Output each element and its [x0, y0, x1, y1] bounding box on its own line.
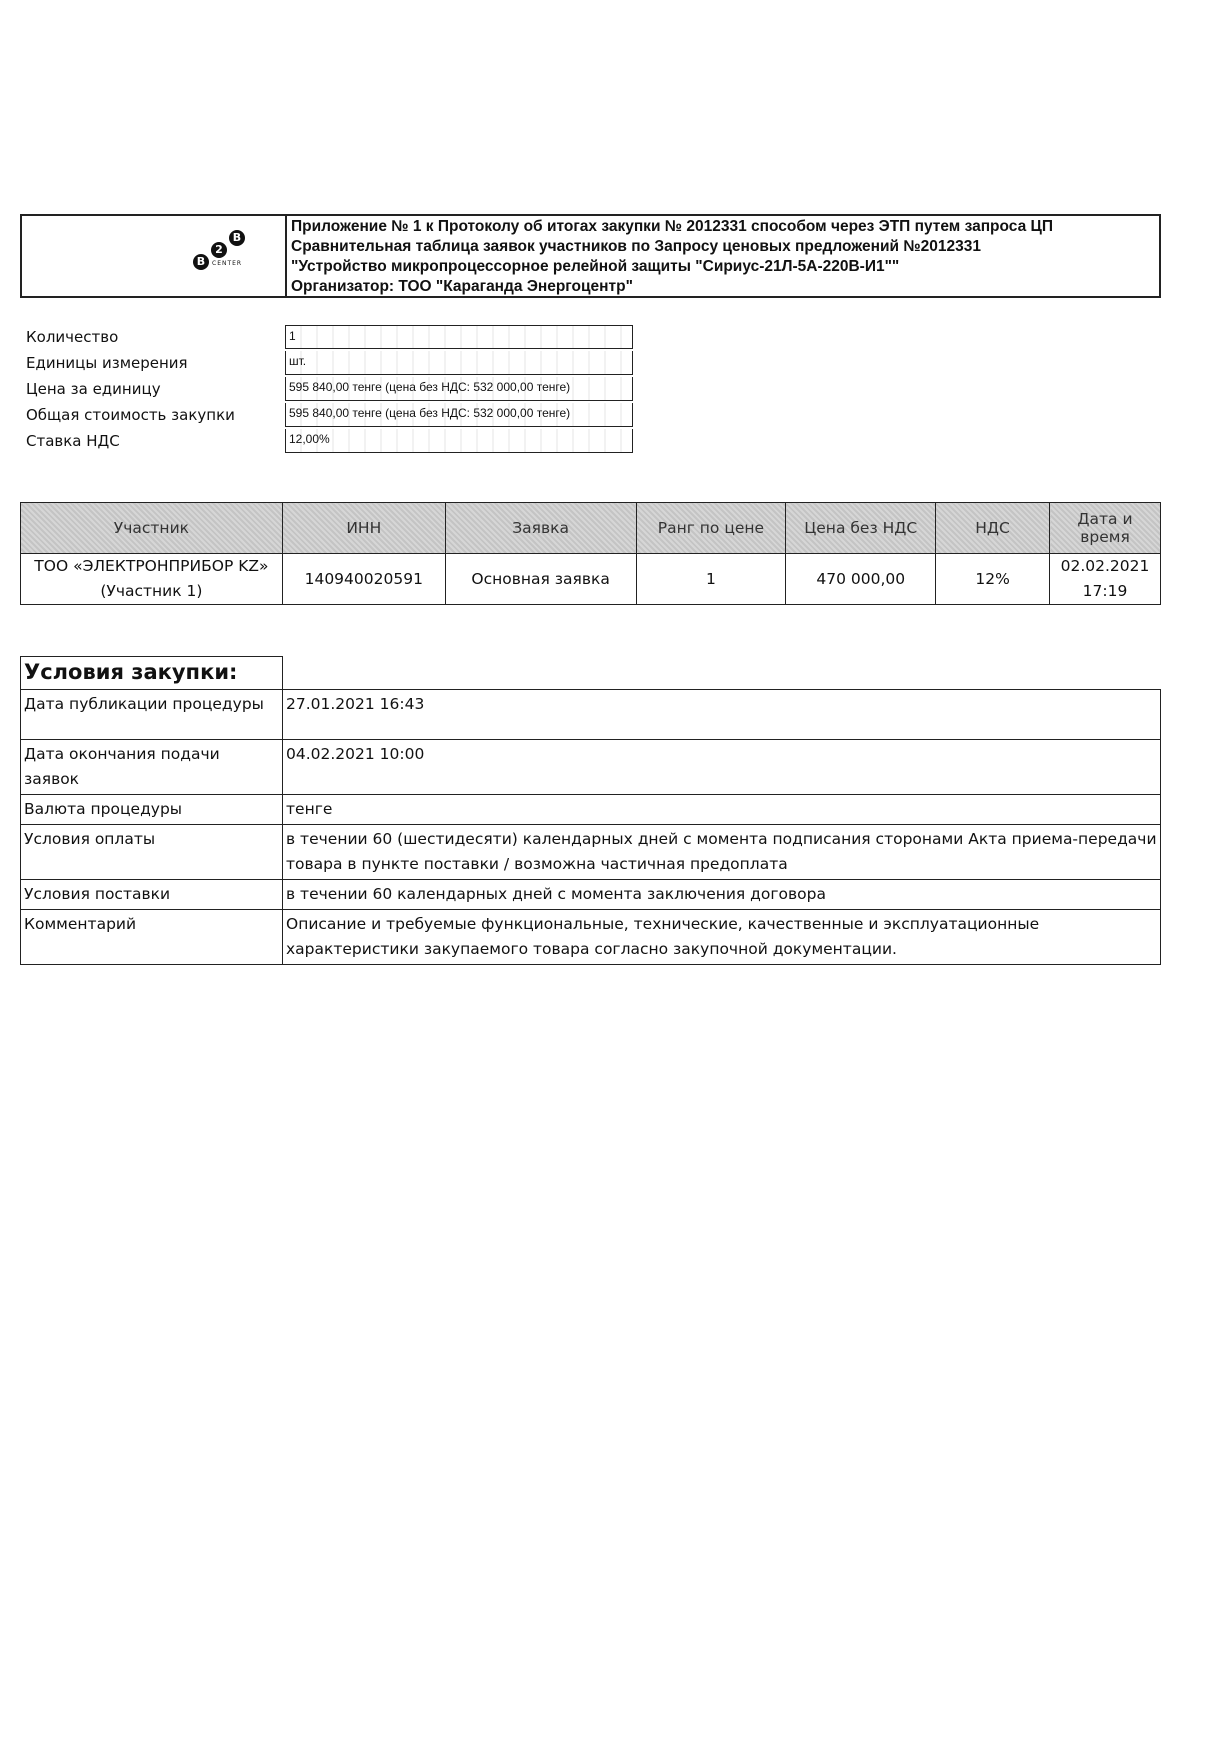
condition-label: Дата окончания подачи заявок	[21, 740, 283, 795]
header-line-table-title: Сравнительная таблица заявок участников по Запросу ценовых предложений №2012331	[291, 238, 981, 255]
table-row	[21, 825, 1161, 880]
column-header-vat: НДС	[936, 503, 1050, 554]
summary-value: 1	[285, 325, 633, 349]
participants-table	[20, 502, 1161, 605]
table-row	[21, 795, 1161, 825]
summary-row	[26, 324, 638, 350]
header-line-item: "Устройство микропроцессорное релейной защиты "Сириус-21Л-5А-220В-И1""	[291, 258, 900, 275]
logo-cell	[22, 216, 287, 296]
column-header-bid: Заявка	[445, 503, 636, 554]
condition-label: Комментарий	[21, 910, 283, 965]
bid-cell: Основная заявка	[445, 554, 636, 605]
logo-letter-2: 2	[211, 242, 227, 258]
condition-value: в течении 60 календарных дней с момента заключения договора	[283, 880, 1161, 910]
purchase-summary	[26, 324, 638, 454]
logo-letter-1: B	[193, 254, 209, 270]
column-header-participant: Участник	[21, 503, 283, 554]
condition-label: Валюта процедуры	[21, 795, 283, 825]
summary-label: Общая стоимость закупки	[26, 406, 235, 424]
summary-value: 12,00%	[285, 429, 633, 453]
summary-label: Ставка НДС	[26, 432, 120, 450]
table-row	[21, 910, 1161, 965]
condition-value: тенге	[283, 795, 1161, 825]
column-header-datetime: Дата и время	[1050, 503, 1161, 554]
summary-label: Цена за единицу	[26, 380, 161, 398]
header-title	[287, 216, 1159, 296]
header-line-organizer: Организатор: ТОО "Караганда Энергоцентр"	[291, 278, 633, 295]
condition-value: в течении 60 (шестидесяти) календарных дней с момента подписания сторонами Акта приема-передачи товара в пункте поставки / возможна частичная предоплата	[283, 825, 1161, 880]
table-row	[21, 690, 1161, 740]
column-header-price: Цена без НДС	[786, 503, 936, 554]
column-header-rank: Ранг по цене	[636, 503, 786, 554]
header-line-appendix: Приложение № 1 к Протоколу об итогах закупки № 2012331 способом через ЭТП путем запроса ЦП	[291, 218, 1053, 235]
logo-letter-3: B	[229, 230, 245, 246]
summary-row	[26, 428, 638, 454]
table-row	[21, 740, 1161, 795]
condition-label: Условия оплаты	[21, 825, 283, 880]
rank-cell: 1	[636, 554, 786, 605]
condition-label: Условия поставки	[21, 880, 283, 910]
conditions-title: Условия закупки:	[21, 657, 283, 690]
price-cell: 470 000,00	[786, 554, 936, 605]
conditions-caption-row	[21, 657, 1161, 690]
summary-row	[26, 402, 638, 428]
condition-value: Описание и требуемые функциональные, технические, качественные и эксплуатационные характеристики закупаемого товара согласно закупочной документации.	[283, 910, 1161, 965]
summary-row	[26, 376, 638, 402]
summary-value: 595 840,00 тенге (цена без НДС: 532 000,00 тенге)	[285, 377, 633, 401]
participants-header-row	[21, 503, 1161, 554]
datetime-cell: 02.02.2021 17:19	[1050, 554, 1161, 605]
summary-value: 595 840,00 тенге (цена без НДС: 532 000,00 тенге)	[285, 403, 633, 427]
summary-row	[26, 350, 638, 376]
conditions-table	[20, 656, 1161, 965]
document-header	[20, 214, 1161, 298]
table-row	[21, 880, 1161, 910]
logo-sub-label: CENTER	[212, 260, 243, 267]
column-header-inn: ИНН	[282, 503, 445, 554]
summary-label: Количество	[26, 328, 119, 346]
summary-value: шт.	[285, 351, 633, 375]
inn-cell: 140940020591	[282, 554, 445, 605]
vat-cell: 12%	[936, 554, 1050, 605]
participant-cell: ТОО «ЭЛЕКТРОНПРИБОР KZ» (Участник 1)	[21, 554, 283, 605]
conditions-caption-spacer	[283, 657, 1161, 690]
b2b-center-logo	[189, 228, 269, 272]
condition-value: 27.01.2021 16:43	[283, 690, 1161, 740]
table-row	[21, 554, 1161, 605]
condition-value: 04.02.2021 10:00	[283, 740, 1161, 795]
summary-label: Единицы измерения	[26, 354, 188, 372]
condition-label: Дата публикации процедуры	[21, 690, 283, 740]
